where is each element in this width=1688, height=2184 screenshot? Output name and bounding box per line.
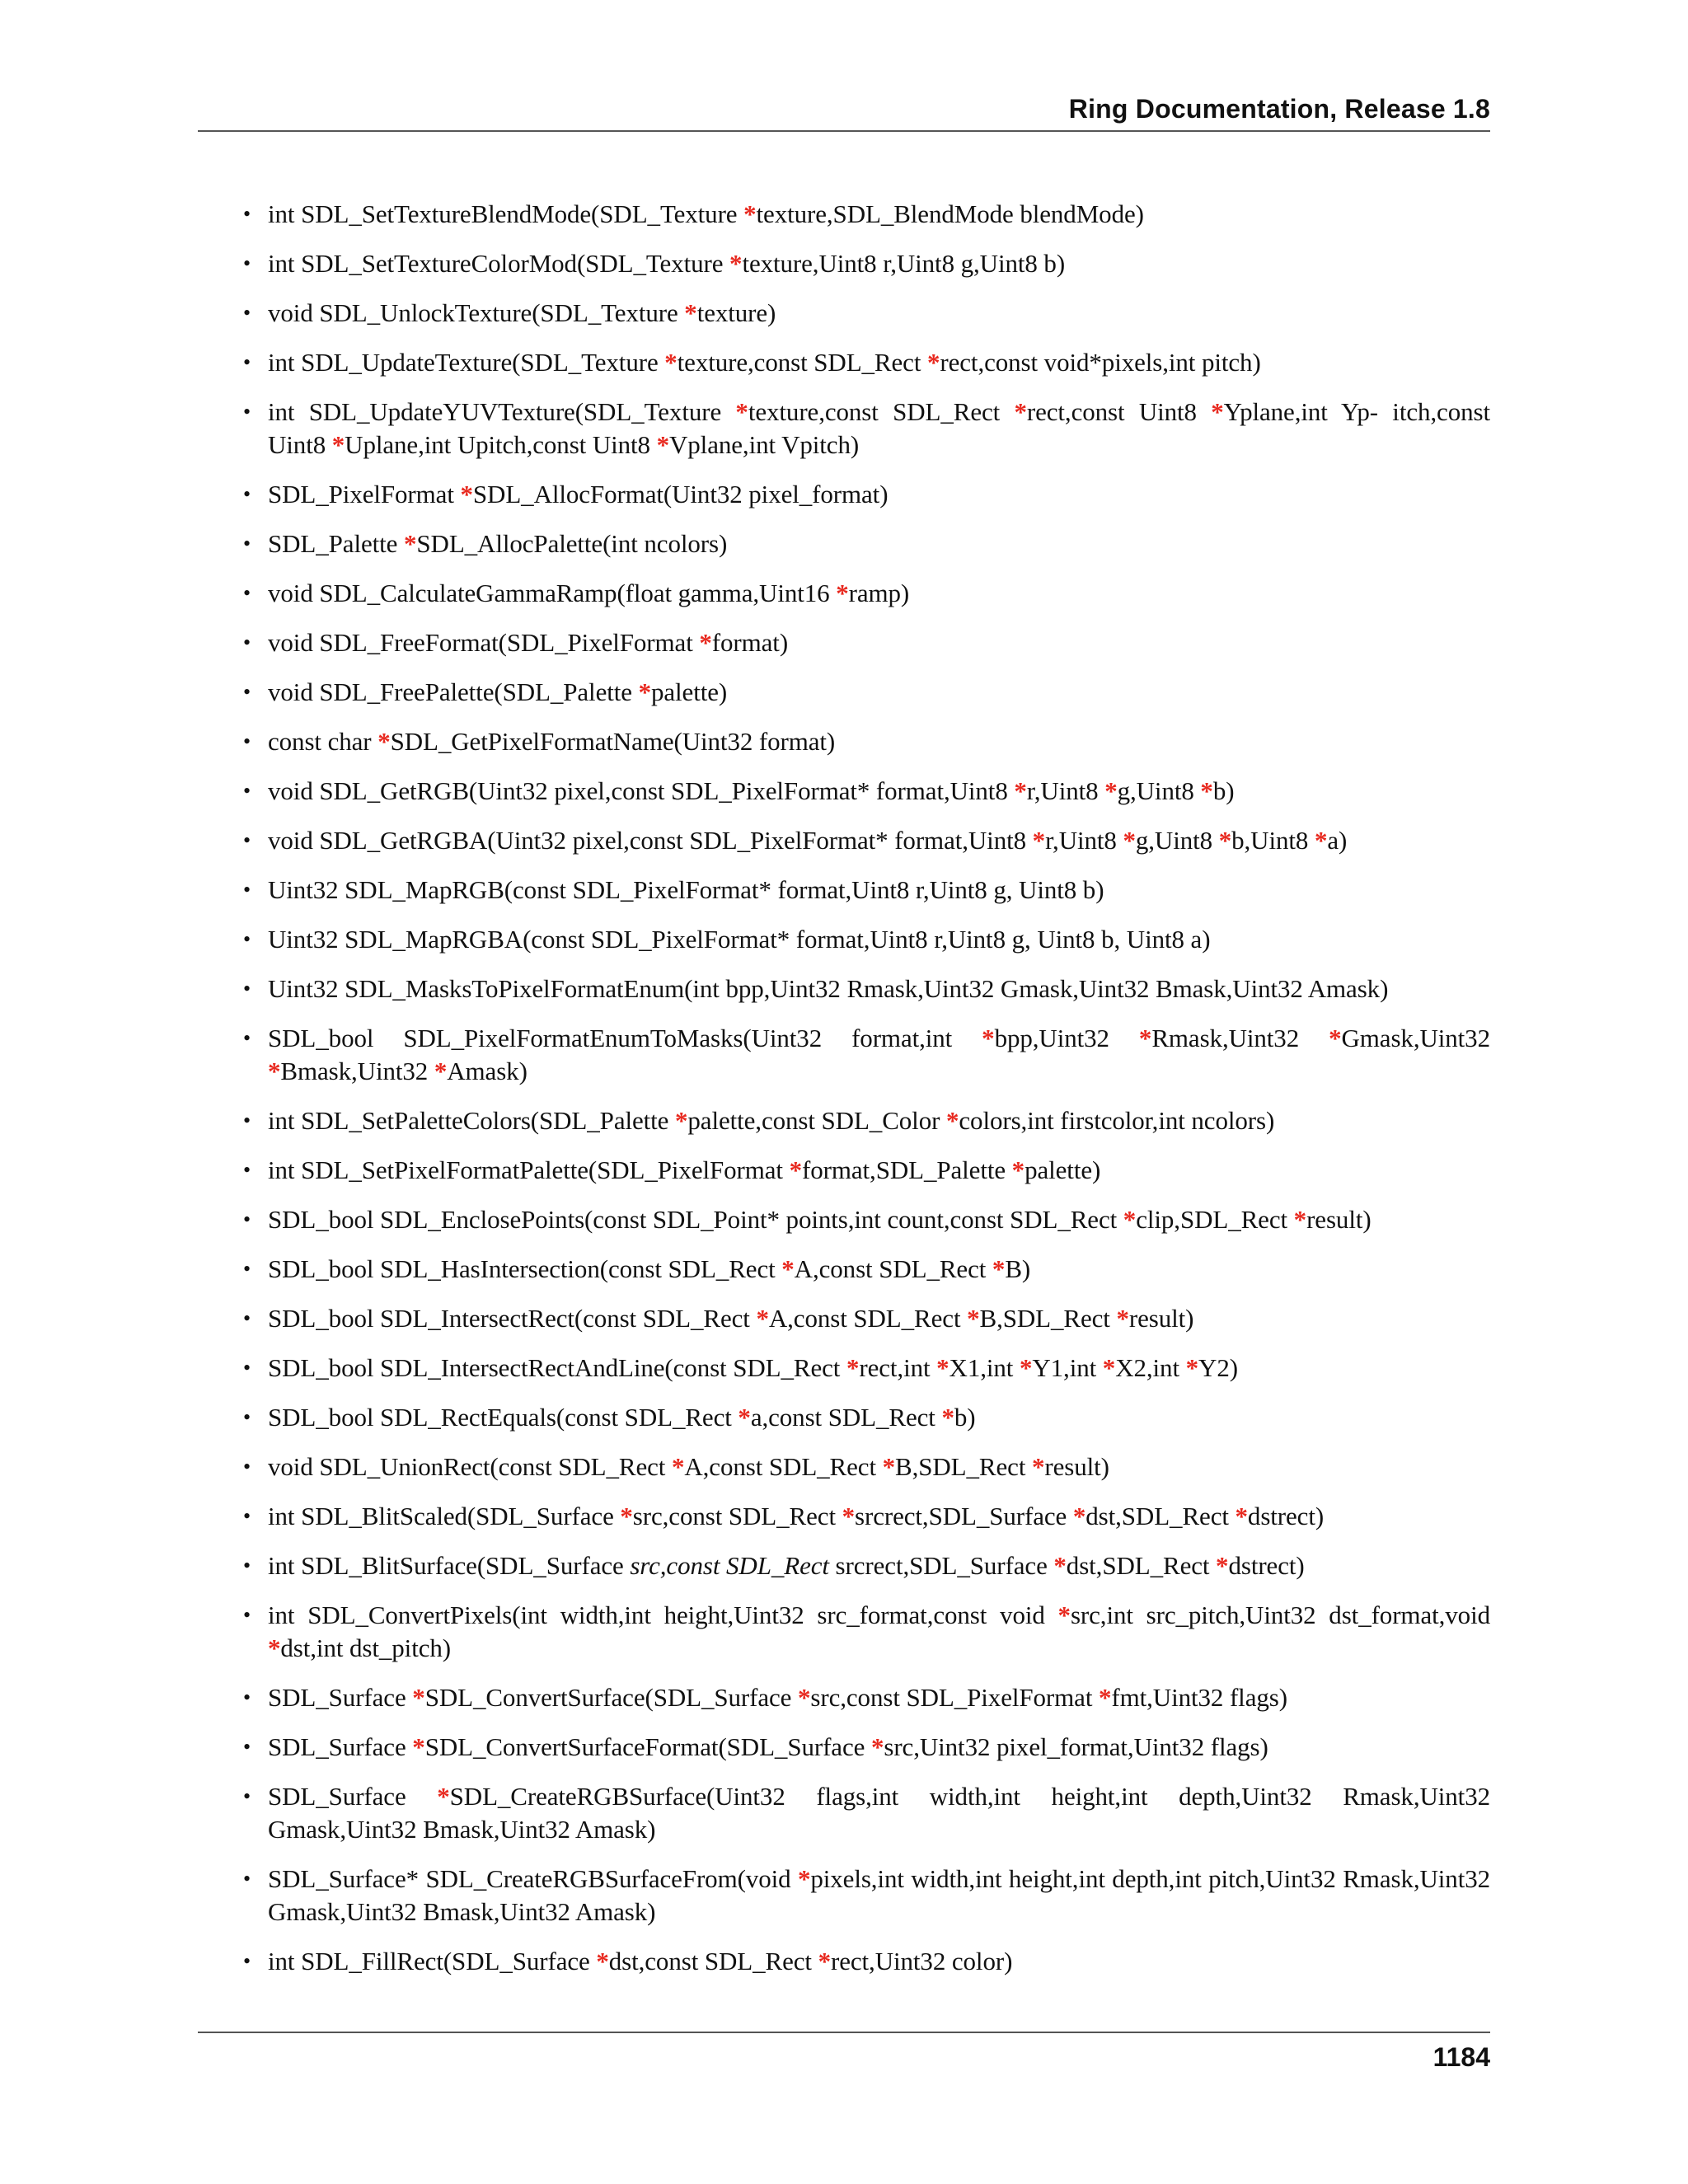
signature-text: void SDL_FreePalette(SDL_Palette: [268, 677, 639, 706]
signature-text: dstrect): [1228, 1551, 1305, 1580]
signature-text: Yplane,int Yp- itch,const Uint8: [268, 397, 1490, 459]
function-signature: [268, 1601, 1490, 1662]
pointer-star: *: [1235, 1502, 1248, 1530]
function-signature: [268, 1502, 1324, 1530]
function-signature: [268, 529, 727, 558]
page-number: 1184: [1432, 2042, 1490, 2072]
function-signature: [268, 727, 835, 756]
signature-text: Amask): [447, 1057, 528, 1085]
list-item: [243, 972, 1490, 1005]
signature-text: palette): [1025, 1155, 1101, 1184]
function-signature: [268, 628, 788, 657]
signature-emphasis: src,const SDL_Rect: [630, 1551, 829, 1580]
footer-divider: [198, 2032, 1490, 2033]
signature-text: SDL_ConvertSurface(SDL_Surface: [424, 1683, 798, 1712]
list-item: [243, 1022, 1490, 1088]
signature-text: void SDL_FreeFormat(SDL_PixelFormat: [268, 628, 700, 657]
list-item: [243, 1780, 1490, 1846]
signature-text: Uplane,int Upitch,const Uint8: [345, 430, 657, 459]
bullet-icon: •: [243, 878, 251, 902]
signature-text: a): [1327, 826, 1348, 855]
signature-text: ramp): [848, 579, 910, 607]
function-signature: [268, 480, 888, 509]
signature-text: result): [1128, 1304, 1194, 1333]
function-signature: [268, 298, 776, 327]
bullet-icon: •: [243, 1554, 251, 1577]
function-signature: [268, 1864, 1490, 1926]
signature-text: int SDL_ConvertPixels(int width,int height,Uint32 src_format,const void: [268, 1601, 1058, 1629]
signature-text: format): [711, 628, 789, 657]
pointer-star: *: [1104, 776, 1118, 805]
bullet-icon: •: [243, 1405, 251, 1429]
list-item: [243, 1401, 1490, 1434]
signature-text: void SDL_GetRGB(Uint32 pixel,const SDL_PixelFormat* format,Uint8: [268, 776, 1015, 805]
pointer-star: *: [842, 1502, 856, 1530]
pointer-star: *: [268, 1633, 281, 1662]
signature-text: b,Uint8: [1231, 826, 1315, 855]
signature-text: int SDL_SetTextureBlendMode(SDL_Texture: [268, 199, 744, 228]
pointer-star: *: [992, 1254, 1006, 1283]
pointer-star: *: [846, 1353, 860, 1382]
signature-text: rect,const Uint8: [1026, 397, 1212, 426]
pointer-star: *: [1072, 1502, 1086, 1530]
pointer-star: *: [1314, 826, 1328, 855]
function-signature: [268, 1732, 1268, 1761]
list-item: [243, 1863, 1490, 1929]
signature-text: SDL_Palette: [268, 529, 404, 558]
pointer-star: *: [1014, 397, 1027, 426]
bullet-icon: •: [243, 532, 251, 555]
list-item: [243, 676, 1490, 709]
function-signature: [268, 1452, 1109, 1481]
function-signature: [268, 1551, 1305, 1580]
pointer-star: *: [926, 348, 940, 377]
pointer-star: *: [434, 1057, 448, 1085]
function-signature: [268, 776, 1234, 805]
list-item: [243, 626, 1490, 659]
list-item: [243, 725, 1490, 758]
signature-text: dst,SDL_Rect: [1066, 1551, 1217, 1580]
bullet-icon: •: [243, 1685, 251, 1709]
signature-text: A,const SDL_Rect: [684, 1452, 883, 1481]
bullet-icon: •: [243, 680, 251, 704]
pointer-star: *: [268, 1057, 281, 1085]
signature-text: Uint32 SDL_MasksToPixelFormatEnum(int bpp,Uint32 Rmask,Uint32 Gmask,Uint32 Bmask,Uint32 Amask): [268, 974, 1389, 1003]
pointer-star: *: [1014, 776, 1027, 805]
signature-text: SDL_bool SDL_HasIntersection(const SDL_Rect: [268, 1254, 782, 1283]
signature-text: rect,Uint32 color): [831, 1947, 1013, 1975]
pointer-star: *: [818, 1947, 831, 1975]
signature-text: clip,SDL_Rect: [1136, 1205, 1294, 1234]
signature-text: SDL_Surface: [268, 1683, 413, 1712]
signature-text: palette,const SDL_Color: [687, 1106, 946, 1135]
signature-text: fmt,Uint32 flags): [1111, 1683, 1287, 1712]
function-signature: [268, 348, 1261, 377]
bullet-icon: •: [243, 1504, 251, 1528]
function-signature: [268, 579, 909, 607]
signature-text: result): [1044, 1452, 1109, 1481]
function-signature: [268, 1254, 1030, 1283]
signature-text: int SDL_SetTextureColorMod(SDL_Texture: [268, 249, 730, 278]
pointer-star: *: [403, 529, 417, 558]
bullet-icon: •: [243, 779, 251, 803]
signature-text: SDL_CreateRGBSurface(Uint32 flags,int width,int height,int depth,Uint32 Rmask,Uint32 Gmask,Uint32 Bmask,Uint32 Amask): [268, 1782, 1490, 1844]
list-item: [243, 527, 1490, 560]
list-item: [243, 1500, 1490, 1533]
signature-text: Vplane,int Vpitch): [669, 430, 860, 459]
pointer-star: *: [1216, 1551, 1229, 1580]
bullet-icon: •: [243, 1784, 251, 1808]
pointer-star: *: [1031, 1452, 1045, 1481]
signature-text: g,Uint8: [1135, 826, 1219, 855]
list-item: [243, 1599, 1490, 1665]
bullet-icon: •: [243, 927, 251, 951]
pointer-star: *: [596, 1947, 609, 1975]
bullet-icon: •: [243, 1108, 251, 1132]
signature-text: dst,const SDL_Rect: [608, 1947, 818, 1975]
bullet-icon: •: [243, 1158, 251, 1182]
signature-text: void SDL_UnlockTexture(SDL_Texture: [268, 298, 685, 327]
signature-text: SDL_Surface: [268, 1782, 438, 1811]
pointer-star: *: [982, 1024, 995, 1052]
pointer-star: *: [870, 1732, 884, 1761]
bullet-icon: •: [243, 1949, 251, 1973]
signature-text: int SDL_SetPaletteColors(SDL_Palette: [268, 1106, 675, 1135]
list-item: [243, 1549, 1490, 1582]
bullet-icon: •: [243, 1306, 251, 1330]
signature-text: SDL_Surface* SDL_CreateRGBSurfaceFrom(void: [268, 1864, 798, 1893]
signature-text: Y2): [1198, 1353, 1238, 1382]
function-signature: [268, 925, 1210, 954]
signature-text: src,const SDL_PixelFormat: [810, 1683, 1099, 1712]
pointer-star: *: [797, 1864, 811, 1893]
list-item: [243, 1451, 1490, 1483]
signature-text: SDL_ConvertSurfaceFormat(SDL_Surface: [424, 1732, 871, 1761]
list-item: [243, 775, 1490, 808]
signature-text: dst,int dst_pitch): [280, 1633, 451, 1662]
pointer-star: *: [1102, 1353, 1116, 1382]
running-header: Ring Documentation, Release 1.8: [1068, 94, 1490, 124]
list-item: [243, 1352, 1490, 1385]
list-item: [243, 346, 1490, 379]
list-item: [243, 1302, 1490, 1335]
signature-text: void SDL_CalculateGammaRamp(float gamma,Uint16: [268, 579, 837, 607]
list-item: [243, 396, 1490, 462]
pointer-star: *: [945, 1106, 959, 1135]
list-item: [243, 577, 1490, 610]
list-item: [243, 874, 1490, 907]
bullet-icon: •: [243, 1735, 251, 1759]
pointer-star: *: [1123, 1205, 1137, 1234]
bullet-icon: •: [243, 202, 251, 226]
signature-text: src,const SDL_Rect: [632, 1502, 842, 1530]
bullet-icon: •: [243, 251, 251, 275]
pointer-star: *: [967, 1304, 980, 1333]
pointer-star: *: [1032, 826, 1046, 855]
signature-text: SDL_AllocFormat(Uint32 pixel_format): [472, 480, 889, 509]
list-item: [243, 247, 1490, 280]
pointer-star: *: [1011, 1155, 1025, 1184]
signature-text: int SDL_UpdateYUVTexture(SDL_Texture: [268, 397, 736, 426]
bullet-icon: •: [243, 1455, 251, 1479]
bullet-icon: •: [243, 1867, 251, 1891]
signature-text: src,int src_pitch,Uint32 dst_format,void: [1070, 1601, 1490, 1629]
signature-text: int SDL_BlitSurface(SDL_Surface: [268, 1551, 631, 1580]
bullet-icon: •: [243, 482, 251, 506]
pointer-star: *: [738, 1403, 751, 1432]
pointer-star: *: [1218, 826, 1232, 855]
function-signature: [268, 397, 1490, 459]
signature-text: dst,SDL_Rect: [1085, 1502, 1236, 1530]
signature-text: SDL_Surface: [268, 1732, 413, 1761]
signature-text: src,Uint32 pixel_format,Uint32 flags): [884, 1732, 1268, 1761]
pointer-star: *: [781, 1254, 795, 1283]
pointer-star: *: [638, 677, 651, 706]
signature-text: Gmask,Uint32: [1341, 1024, 1490, 1052]
signature-text: SDL_PixelFormat: [268, 480, 461, 509]
bullet-icon: •: [243, 350, 251, 374]
pointer-star: *: [936, 1353, 950, 1382]
function-signature: [268, 875, 1104, 904]
header-divider: [198, 130, 1490, 132]
bullet-icon: •: [243, 1603, 251, 1627]
pointer-star: *: [656, 430, 669, 459]
pointer-star: *: [798, 1683, 811, 1712]
pointer-star: *: [1329, 1024, 1342, 1052]
pointer-star: *: [412, 1683, 425, 1712]
signature-text: X2,int: [1115, 1353, 1186, 1382]
function-signature: [268, 677, 727, 706]
function-signature: [268, 249, 1065, 278]
function-signature: [268, 1106, 1274, 1135]
signature-text: dstrect): [1247, 1502, 1325, 1530]
signature-text: B,SDL_Rect: [895, 1452, 1032, 1481]
signature-text: SDL_bool SDL_RectEquals(const SDL_Rect: [268, 1403, 738, 1432]
signature-text: rect,const void*pixels,int pitch): [940, 348, 1261, 377]
signature-text: bpp,Uint32: [994, 1024, 1139, 1052]
pointer-star: *: [377, 727, 391, 756]
signature-text: X1,int: [949, 1353, 1020, 1382]
pointer-star: *: [412, 1732, 425, 1761]
signature-text: g,Uint8: [1117, 776, 1201, 805]
signature-text: texture): [696, 298, 776, 327]
pointer-star: *: [684, 298, 697, 327]
list-item: [243, 1945, 1490, 1978]
pointer-star: *: [756, 1304, 769, 1333]
pointer-star: *: [1053, 1551, 1067, 1580]
signature-text: pixels,int width,int height,int depth,int pitch,Uint32 Rmask,Uint32 Gmask,Uint32 Bmask,Uint32 Amask): [268, 1864, 1491, 1926]
list-item: [243, 824, 1490, 857]
bullet-icon: •: [243, 400, 251, 424]
signature-text: r,Uint8: [1045, 826, 1123, 855]
pointer-star: *: [1098, 1683, 1112, 1712]
pointer-star: *: [882, 1452, 896, 1481]
list-item: [243, 1681, 1490, 1714]
list-item: [243, 297, 1490, 330]
pointer-star: *: [1293, 1205, 1307, 1234]
signature-text: SDL_bool SDL_IntersectRectAndLine(const SDL_Rect: [268, 1353, 846, 1382]
function-signature: [268, 1205, 1372, 1234]
signature-text: a,const SDL_Rect: [750, 1403, 942, 1432]
list-item: [243, 923, 1490, 956]
bullet-icon: •: [243, 630, 251, 654]
bullet-icon: •: [243, 301, 251, 325]
list-item: [243, 478, 1490, 511]
function-signature: [268, 1304, 1193, 1333]
signature-text: SDL_AllocPalette(int ncolors): [416, 529, 728, 558]
signature-text: texture,Uint8 r,Uint8 g,Uint8 b): [742, 249, 1066, 278]
pointer-star: *: [331, 430, 345, 459]
list-item: [243, 1104, 1490, 1137]
bullet-icon: •: [243, 1356, 251, 1380]
pointer-star: *: [674, 1106, 688, 1135]
bullet-icon: •: [243, 729, 251, 753]
pointer-star: *: [1185, 1353, 1199, 1382]
list-item: [243, 1731, 1490, 1764]
pointer-star: *: [1019, 1353, 1033, 1382]
function-signature: [268, 1353, 1238, 1382]
pointer-star: *: [671, 1452, 685, 1481]
signature-text: A,const SDL_Rect: [768, 1304, 968, 1333]
pointer-star: *: [729, 249, 743, 278]
bullet-icon: •: [243, 1257, 251, 1281]
signature-text: SDL_bool SDL_EnclosePoints(const SDL_Point* points,int count,const SDL_Rect: [268, 1205, 1123, 1234]
signature-text: int SDL_FillRect(SDL_Surface: [268, 1947, 597, 1975]
signature-text: texture,const SDL_Rect: [677, 348, 927, 377]
list-item: [243, 198, 1490, 231]
function-signature: [268, 1782, 1490, 1844]
function-signature: [268, 1403, 975, 1432]
bullet-icon: •: [243, 1026, 251, 1050]
pointer-star: *: [460, 480, 473, 509]
pointer-star: *: [1116, 1304, 1129, 1333]
signature-text: SDL_GetPixelFormatName(Uint32 format): [390, 727, 836, 756]
signature-text: Rmask,Uint32: [1151, 1024, 1329, 1052]
list-item: [243, 1253, 1490, 1286]
signature-text: const char: [268, 727, 378, 756]
function-signature: [268, 1024, 1490, 1085]
list-item: [243, 1154, 1490, 1187]
pointer-star: *: [735, 397, 748, 426]
pointer-star: *: [836, 579, 849, 607]
signature-text: int SDL_UpdateTexture(SDL_Texture: [268, 348, 665, 377]
signature-text: rect,int: [859, 1353, 937, 1382]
signature-text: b): [954, 1403, 976, 1432]
signature-text: r,Uint8: [1026, 776, 1105, 805]
signature-text: B,SDL_Rect: [979, 1304, 1117, 1333]
pointer-star: *: [743, 199, 757, 228]
pointer-star: *: [1123, 826, 1136, 855]
signature-text: int SDL_SetPixelFormatPalette(SDL_PixelFormat: [268, 1155, 790, 1184]
pointer-star: *: [789, 1155, 803, 1184]
signature-text: texture,const SDL_Rect: [748, 397, 1015, 426]
pointer-star: *: [1200, 776, 1213, 805]
bullet-icon: •: [243, 977, 251, 1001]
pointer-star: *: [620, 1502, 633, 1530]
function-signature: [268, 1683, 1287, 1712]
signature-text: b): [1212, 776, 1235, 805]
function-signature: [268, 199, 1144, 228]
signature-text: Y1,int: [1032, 1353, 1103, 1382]
signature-text: srcrect,SDL_Surface: [828, 1551, 1054, 1580]
pointer-star: *: [941, 1403, 954, 1432]
signature-text: Uint32 SDL_MapRGB(const SDL_PixelFormat* format,Uint8 r,Uint8 g, Uint8 b): [268, 875, 1104, 904]
signature-text: A,const SDL_Rect: [794, 1254, 992, 1283]
bullet-icon: •: [243, 1207, 251, 1231]
function-signature: [268, 1947, 1012, 1975]
signature-text: format,SDL_Palette: [802, 1155, 1012, 1184]
signature-text: int SDL_BlitScaled(SDL_Surface: [268, 1502, 621, 1530]
function-signature: [268, 826, 1347, 855]
signature-text: B): [1005, 1254, 1031, 1283]
signature-text: Bmask,Uint32: [280, 1057, 434, 1085]
signature-text: SDL_bool SDL_IntersectRect(const SDL_Rect: [268, 1304, 757, 1333]
function-list: [243, 198, 1490, 1994]
function-signature: [268, 974, 1388, 1003]
signature-text: result): [1306, 1205, 1372, 1234]
pointer-star: *: [664, 348, 678, 377]
bullet-icon: •: [243, 581, 251, 605]
signature-text: srcrect,SDL_Surface: [855, 1502, 1073, 1530]
signature-text: colors,int firstcolor,int ncolors): [959, 1106, 1275, 1135]
signature-text: Uint32 SDL_MapRGBA(const SDL_PixelFormat* format,Uint8 r,Uint8 g, Uint8 b, Uint8 a): [268, 925, 1211, 954]
pointer-star: *: [437, 1782, 450, 1811]
signature-text: texture,SDL_BlendMode blendMode): [756, 199, 1144, 228]
signature-text: palette): [650, 677, 728, 706]
pointer-star: *: [1057, 1601, 1071, 1629]
bullet-icon: •: [243, 828, 251, 852]
signature-text: void SDL_GetRGBA(Uint32 pixel,const SDL_PixelFormat* format,Uint8: [268, 826, 1033, 855]
pointer-star: *: [699, 628, 712, 657]
pointer-star: *: [1138, 1024, 1152, 1052]
pointer-star: *: [1211, 397, 1224, 426]
list-item: [243, 1203, 1490, 1236]
signature-text: void SDL_UnionRect(const SDL_Rect: [268, 1452, 672, 1481]
signature-text: SDL_bool SDL_PixelFormatEnumToMasks(Uint32 format,int: [268, 1024, 982, 1052]
function-signature: [268, 1155, 1100, 1184]
